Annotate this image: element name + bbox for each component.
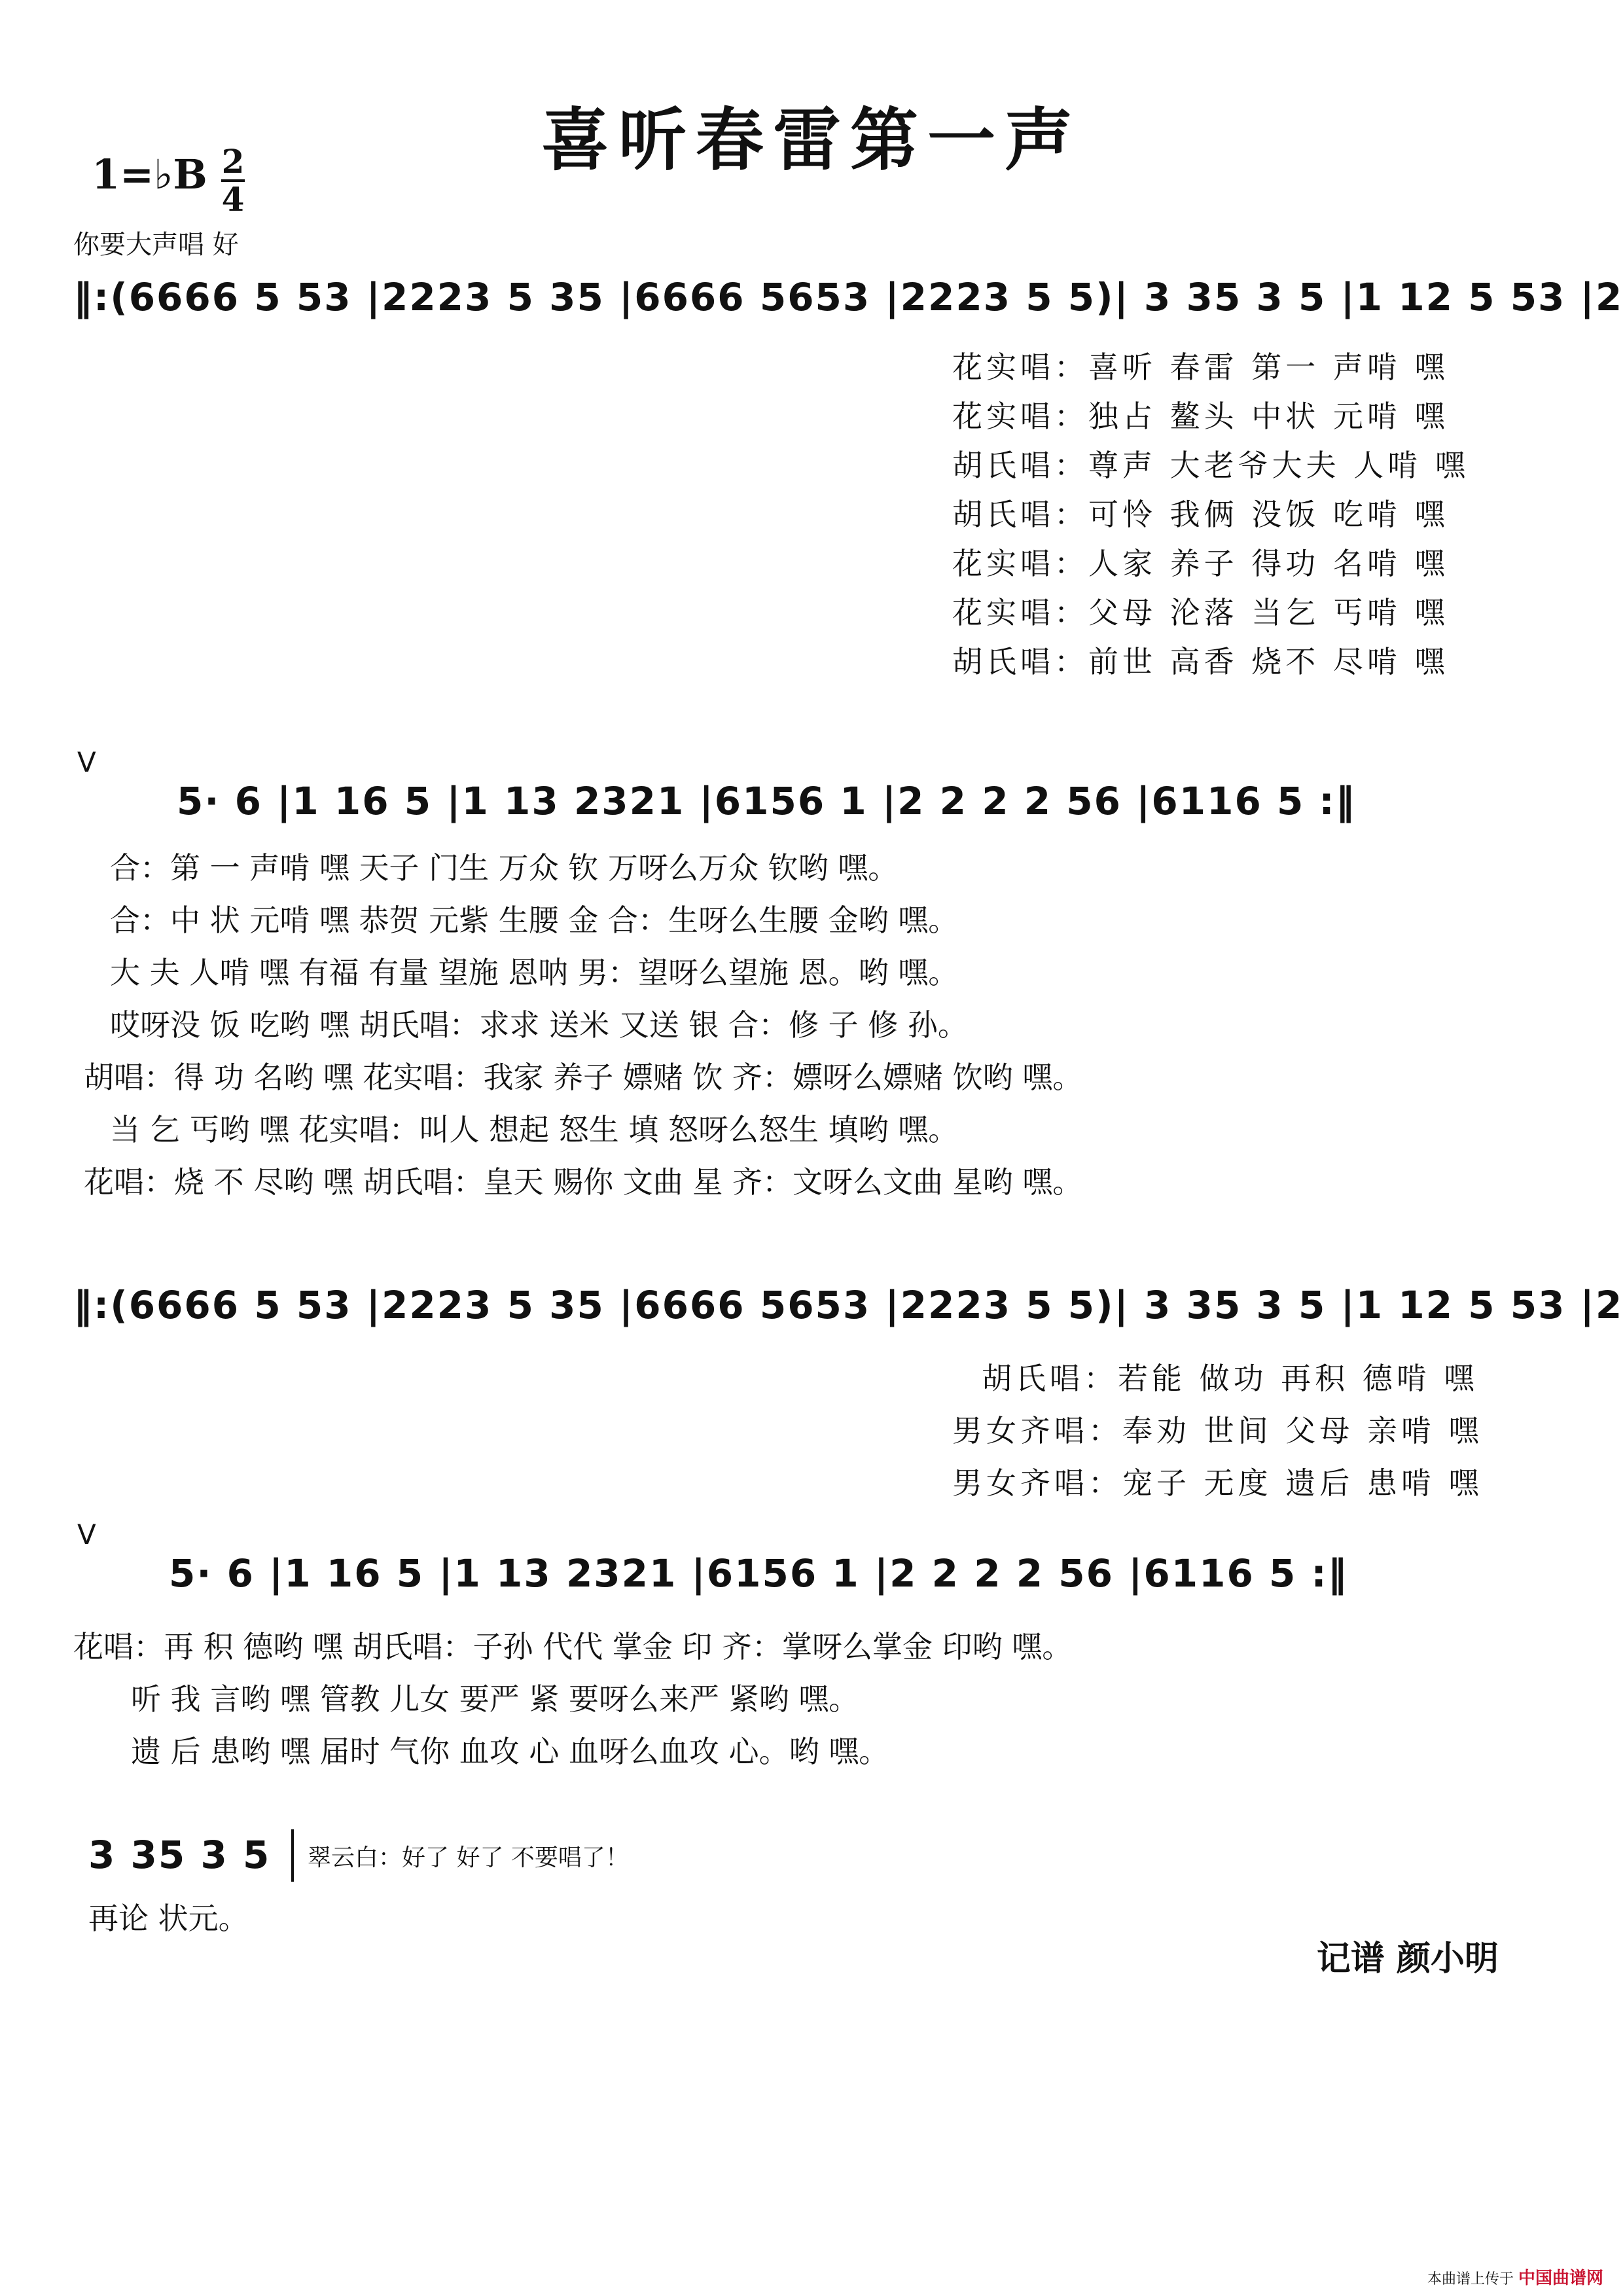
footer-text: 本曲谱上传于 (1427, 2271, 1514, 2287)
verse-line: 合：第 一 声啃 嘿 天子 门生 万众 钦 万呀么万众 钦哟 嘿。 (110, 850, 899, 886)
breath-mark: V (77, 746, 96, 778)
coda-notes: 3 35 3 5 (88, 1833, 271, 1877)
verse-line: 胡唱：得 功 名哟 嘿 花实唱：我家 养子 嫖赌 饮 齐：嫖呀么嫖赌 饮哟 嘿。 (84, 1060, 1083, 1095)
footer-brand: 中国曲谱网 (1518, 2269, 1603, 2288)
verse-line: 花唱：烧 不 尽哟 嘿 胡氏唱：皇天 赐你 文曲 星 齐：文呀么文曲 星哟 嘿。 (84, 1164, 1083, 1200)
verse-line: 花实唱：独占 鳌头 中状 元啃 嘿 (952, 399, 1449, 434)
verse-line: 大 夫 人啃 嘿 有福 有量 望施 恩呐 男：望呀么望施 恩。哟 嘿。 (110, 955, 959, 990)
verse-line: 男女齐唱：奉劝 世间 父母 亲啃 嘿 (952, 1413, 1483, 1448)
verse-line: 哎呀没 饭 吃哟 嘿 胡氏唱：求求 送米 又送 银 合：修 子 修 孙。 (110, 1007, 968, 1043)
system-3-notes: ‖:(6666 5 53 |2223 5 35 |6666 5653 |2223 5 5)| 3 35 3 5 |1 12 5 53 |2 (73, 1283, 1623, 1327)
footer-watermark (1427, 2265, 1603, 2289)
verse-line: 合：中 状 元啃 嘿 恭贺 元紫 生腰 金 合：生呀么生腰 金哟 嘿。 (110, 903, 959, 938)
transcriber-credit: 记谱 颜小明 (1316, 1939, 1499, 1979)
verse-line: 花实唱：父母 沦落 当乞 丐啃 嘿 (952, 595, 1449, 630)
verse-line: 胡氏唱：若能 做功 再积 德啃 嘿 (982, 1361, 1478, 1396)
system-2-notes: 5· 6 |1 16 5 |1 13 2321 |6156 1 |2 2 2 2 56 |6116 5 :‖ (177, 779, 1356, 823)
verse-line: 胡氏唱：尊声 大老爷大夫 人啃 嘿 (952, 448, 1469, 483)
bar-line (291, 1829, 294, 1882)
time-signature (221, 142, 245, 219)
intro-lyric: 你要大声唱 好 (73, 230, 239, 260)
score-title: 喜听春雷第一声 (541, 99, 1082, 180)
verse-line: 胡氏唱：前世 高香 烧不 尽啃 嘿 (952, 644, 1449, 679)
key-signature: 1=♭B (92, 151, 207, 198)
coda-dialog: 翠云白：好了 好了 不要唱了！ (308, 1844, 629, 1871)
coda-lyric: 再论 状元。 (88, 1901, 249, 1936)
verse-line: 花唱：再 积 德哟 嘿 胡氏唱：子孙 代代 掌金 印 齐：掌呀么掌金 印哟 嘿。 (73, 1629, 1073, 1664)
verse-line: 男女齐唱：宠子 无度 遗后 患啃 嘿 (952, 1465, 1483, 1501)
verse-line: 当 乞 丐哟 嘿 花实唱：叫人 想起 怒生 填 怒呀么怒生 填哟 嘿。 (110, 1112, 959, 1147)
breath-mark: V (77, 1518, 96, 1551)
system-4-notes: 5· 6 |1 16 5 |1 13 2321 |6156 1 |2 2 2 2 56 |6116 5 :‖ (169, 1551, 1348, 1596)
verse-line: 胡氏唱：可怜 我俩 没饭 吃啃 嘿 (952, 497, 1449, 532)
verse-line: 花实唱：喜听 春雷 第一 声啃 嘿 (952, 350, 1449, 385)
verse-line: 遗 后 患哟 嘿 届时 气你 血攻 心 血呀么血攻 心。哟 嘿。 (131, 1734, 889, 1769)
verse-line: 听 我 言哟 嘿 管教 儿女 要严 紧 要呀么来严 紧哟 嘿。 (131, 1681, 859, 1717)
time-sig-bottom: 4 (221, 180, 245, 219)
verse-line: 花实唱：人家 养子 得功 名啃 嘿 (952, 546, 1449, 581)
time-sig-top: 2 (221, 142, 245, 181)
system-1-notes: ‖:(6666 5 53 |2223 5 35 |6666 5653 |2223 5 5)| 3 35 3 5 |1 12 5 53 |2 (73, 275, 1623, 319)
